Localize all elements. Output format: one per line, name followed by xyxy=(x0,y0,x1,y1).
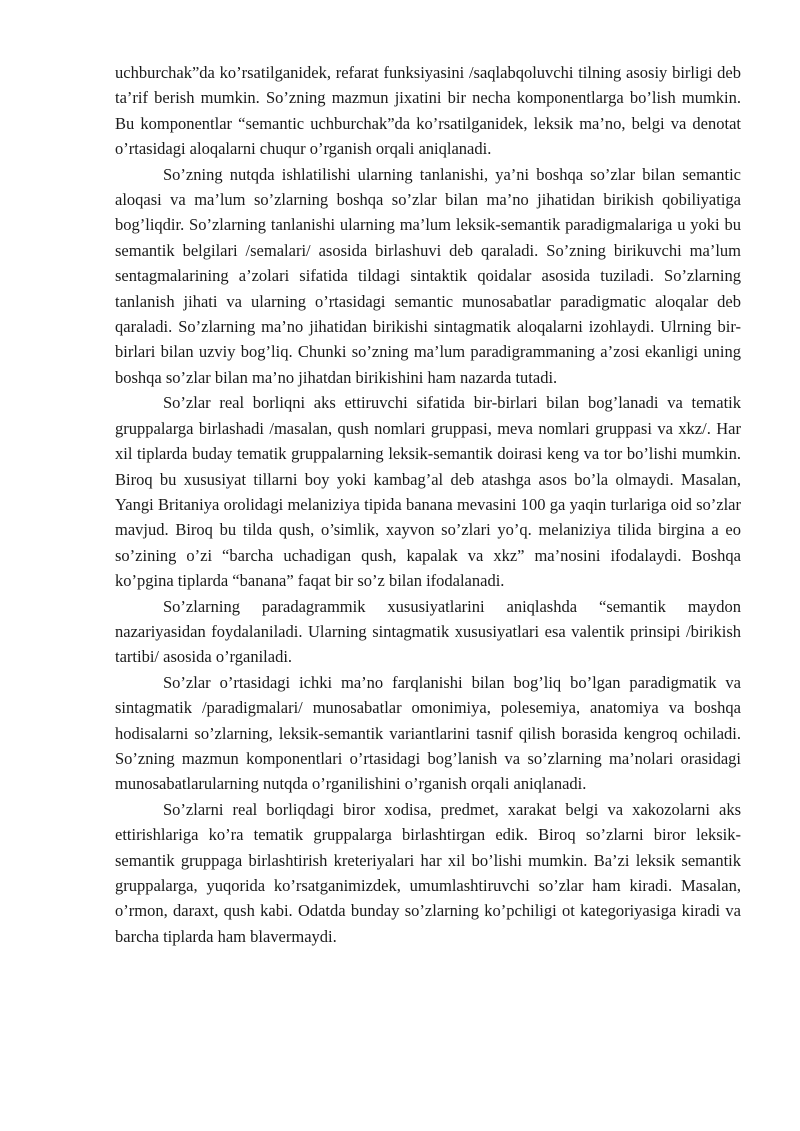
paragraph-lexical-groups: So’zlarni real borliqdagi biror xodisa, predmet, xarakat belgi va xakozolarni aks ettirishlariga ko’ra tematik gruppalarga birlashtirgan edik. Biroq so’zlarni biror leksik-semantik gruppaga birlashtirish kreteriyalari har xil bo’lishi mumkin. Ba’zi leksik semantik gruppalarga, yuqorida ko’rsatganimizdek, umumlashtiruvchi so’zlar ham kiradi. Masalan, o’rmon, daraxt, qush kabi. Odatda bunday so’zlarning ko’pchiligi ot kategoriyasiga kiradi va barcha tiplarda ham blavermaydi. xyxy=(115,799,741,946)
paragraph-continuation: uchburchak”da ko’rsatilganidek, refarat funksiyasini /saqlabqoluvchi tilning asosiy birligi deb ta’rif berish mumkin. So’zning mazmun jixatini bir necha komponentlarga bo’lish mumkin. Bu komponentlar “semantic uchburchak”da ko’rsatilganidek, leksik ma’no, belgi va denotat o’rtasidagi aloqalarni chuqur o’rganish orqali aniqlanadi. xyxy=(115,63,741,159)
paragraph-thematic-groups: So’zlar real borliqni aks ettiruvchi sifatida bir-birlari bilan bog’lanadi va tematik gruppalarga birlashadi /masalan, qush nomlari gruppasi, meva nomlari gruppasi va xkz/. Har xil tiplarda buday tematik gruppalarning leksik-semantik doirasi keng va tor bo’lishi mumkin. Biroq bu xususiyat tillarni boy yoki kambag’al deb atashga asos bo’la olmaydi. Masalan, Yangi Britaniya orolidagi melaniziya tipida banana mevasini 100 ga yaqin turlariga oid so’zlar mavjud. Biroq bu tilda qush, o’simlik, xayvon so’zlari yo’q. melaniziya tilida birgina a eo so’zining o’zi “barcha uchadigan qush, kapalak va xkz” ma’nosini ifodalaydi. Boshqa ko’pgina tiplarda “banana” faqat bir so’z bilan ifodalanadi. xyxy=(115,393,741,591)
paragraph-paradigmatic-relations: So’zlar o’rtasidagi ichki ma’no farqlanishi bilan bog’liq bo’lgan paradigmatik va sintagmatik /paradigmalari/ munosabatlar omonimiya, polesemiya, anatomiya va boshqa hodisalarni so’zlarning, leksik-semantik variantlarini tasnif qilish borasida kengroq ochiladi. So’zning mazmun komponentlari o’rtasidagi bog’lanish va so’zlarning ma’nolari orasidagi munosabatlarularning nutqda o’rganilishini o’rganish orqali aniqlanadi. xyxy=(115,672,741,794)
document-page xyxy=(115,60,741,949)
paragraph-word-usage: So’zning nutqda ishlatilishi ularning tanlanishi, ya’ni boshqa so’zlar bilan semantic aloqasi va ma’lum so’zlarning boshqa so’zlar bilan ma’no jihatidan birikish qobiliyatiga bog’liqdir. So’zlarning tanlanishi ularning ma’lum leksik-semantik paradigmalariga u yoki bu semantik belgilari /semalari/ asosida birlashuvi deb qaraladi. So’zning birikuvchi ma’lum sentagmalarining a’zolari sifatida tildagi sintaktik qoidalar asosida tuziladi. So’zlarning tanlanish jihati va ularning o’rtasidagi semantic munosabatlar paradigmatic aloqalar deb qaraladi. So’zlarning ma’no jihatidan birikishi sintagmatik aloqalarni izohlaydi. Ulrning bir-birlari bilan uzviy bog’liq. Chunki so’zning ma’lum paradigrammaning a’zosi ekanligi uning boshqa so’zlar bilan ma’no jihatdan birikishini ham nazarda tutadi. xyxy=(115,164,741,387)
paragraph-semantic-field: So’zlarning paradagrammik xususiyatlarini aniqlashda “semantik maydon nazariyasidan foydalaniladi. Ularning sintagmatik xususiyatlari esa valentik prinsipi /birikish tartibi/ asosida o’rganiladi. xyxy=(115,596,741,667)
